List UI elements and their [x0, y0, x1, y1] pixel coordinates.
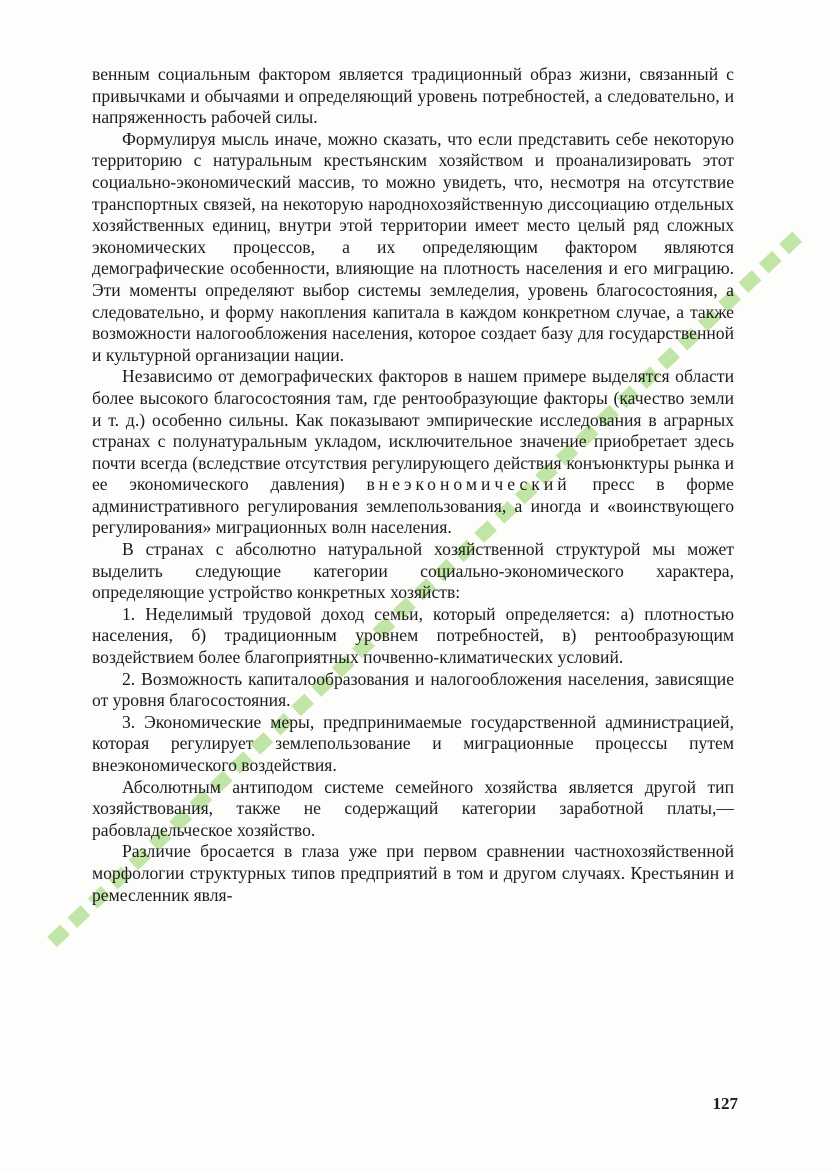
paragraph-4: В странах с абсолютно натуральной хозяйственной структурой мы может выделить следующие категории социально-экономического характера, определяющие устройство конкретных хозяйств:	[92, 539, 734, 603]
list-item-2: 2. Возможность капиталообразования и налогообложения населения, зависящие от уровня благосостояния.	[92, 668, 734, 711]
paragraph-6: Различие бросается в глаза уже при первом сравнении частнохозяйственной морфологии структурных типов предприятий в том и другом случаях. Крестьянин и ремесленник явля-	[92, 841, 734, 905]
list-item-3: 3. Экономические меры, предпринимаемые государственной администрацией, которая регулирует землепользование и миграционные процессы путем внеэкономического воздействия.	[92, 711, 734, 775]
list-item-1: 1. Неделимый трудовой доход семьи, который определяется: а) плотностью населения, б) традиционным уровнем потребностей, в) рентообразующим воздействием более благоприятных почвенно-климатических условий.	[92, 603, 734, 668]
body-text	[92, 64, 734, 906]
paragraph-2: Формулируя мысль иначе, можно сказать, что если представить себе некоторую территорию с натуральным крестьянским хозяйством и проанализировать этот социально-экономический массив, то можно увидеть, что, несмотря на отсутствие транспортных связей, на некоторую народнохозяйственную диссоциацию отдельных хозяйственных единиц, внутри этой территории имеет место целый ряд сложных экономических процессов, а их определяющим фактором являются демографические особенности, влияющие на плотность населения и его миграцию. Эти моменты определяют выбор системы земледелия, уровень благосостояния, а следовательно, и форму накопления капитала в каждом конкретном случае, а также возможности налогообложения населения, которое создает базу для государственной и культурной организации нации.	[92, 128, 734, 365]
paragraph-5: Абсолютным антиподом системе семейного хозяйства является другой тип хозяйствования, также не содержащий категории заработной платы,— рабовладельческое хозяйство.	[92, 776, 734, 840]
paragraph-3	[92, 366, 734, 539]
paragraph-3-part-1: Независимо от демографических факторов в нашем примере выделятся области более высокого благосостояния там, где рентообразующие факторы (качество земли и т. д.) особенно сильны. Как показывают эмпирические исследования в аграрных странах с полунатуральным укладом, исключительное значение приобретает здесь почти всегда (вследствие отсутствия регулирующего действия конъюнктуры рынка и ее экономического давления)	[92, 366, 734, 495]
page-number: 127	[712, 1094, 738, 1113]
paragraph-3-part-2: пресс в форме административного регулирования землепользования, а иногда и «воинствующего регулирования» миграционных волн населения.	[92, 474, 734, 538]
paragraph-3-spaced-word: внеэкономический	[366, 474, 571, 495]
paragraph-1: венным социальным фактором является традиционный образ жизни, связанный с привычками и обычаями и определяющий уровень потребностей, а следовательно, и напряженность рабочей силы.	[92, 64, 734, 128]
